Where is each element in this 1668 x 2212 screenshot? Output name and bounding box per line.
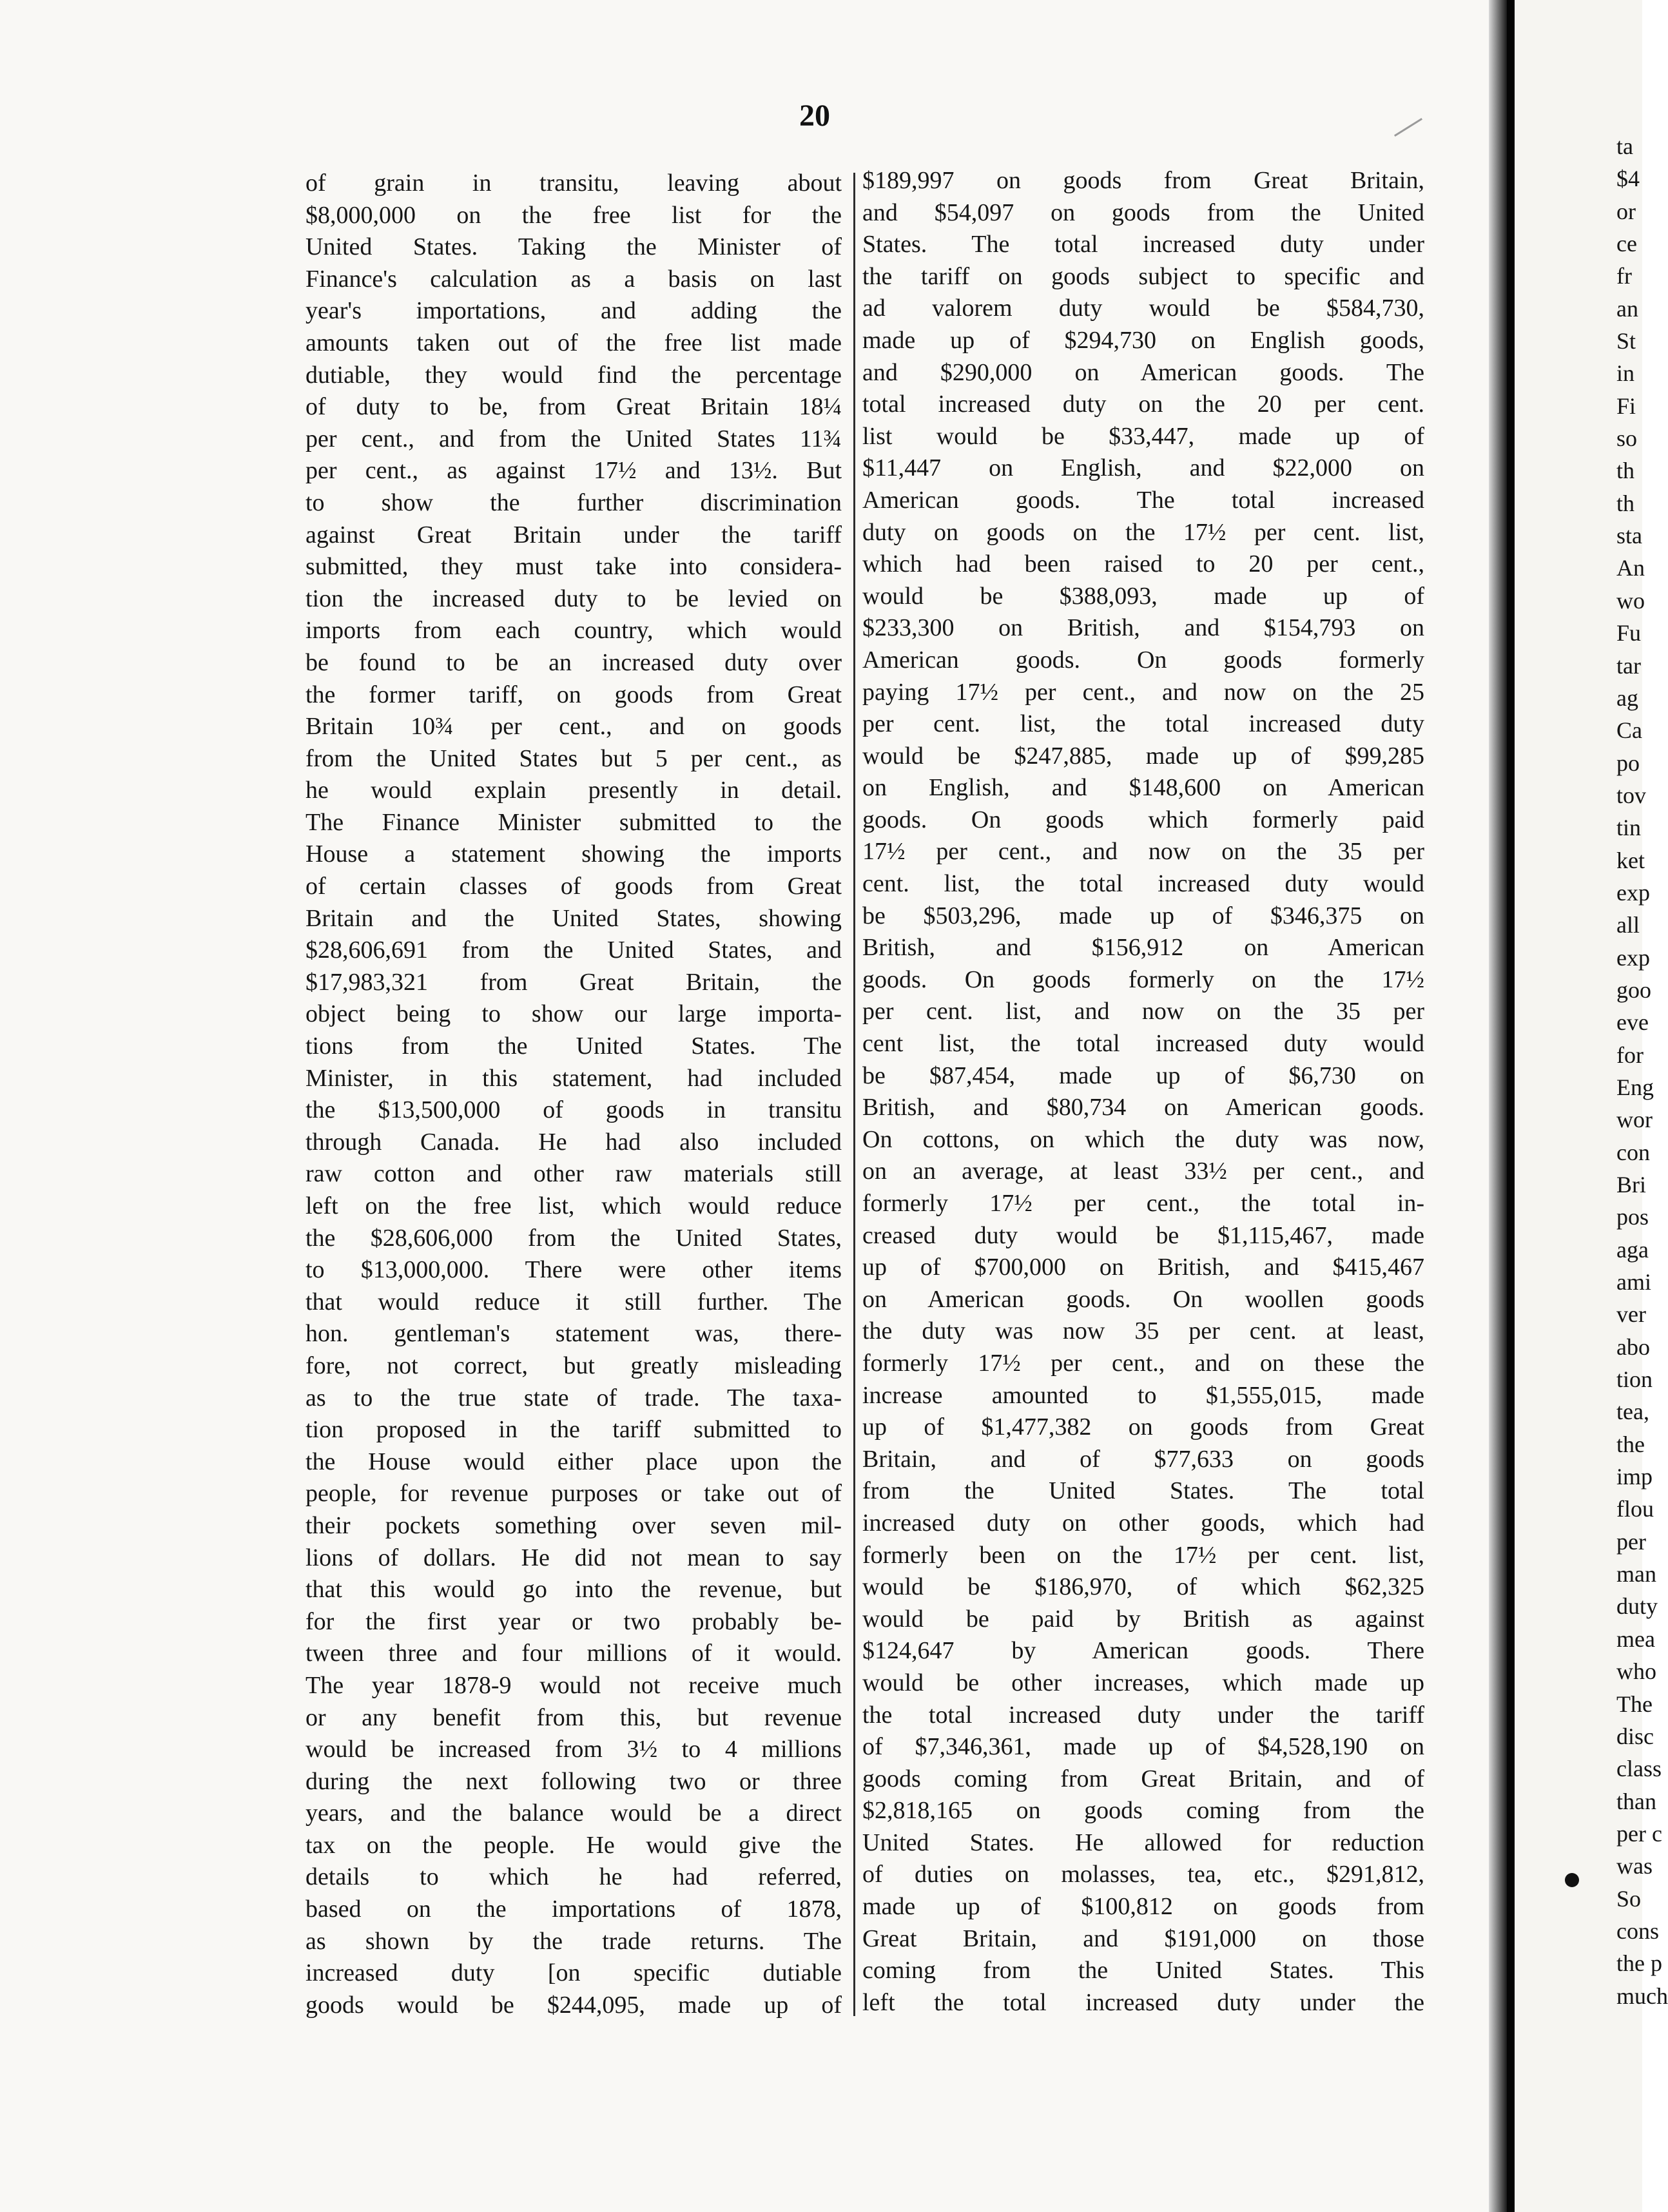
text-line: from the United States but 5 per cent., as [305,744,842,772]
text-line: submitted, they must take into considera- [305,553,842,581]
text-line: increased duty on other goods, which had [862,1509,1424,1537]
next-page-line: St [1616,328,1636,354]
next-page-line: the [1616,1431,1645,1457]
next-page-text [1616,130,1668,2012]
text-line: The Finance Minister submitted to the [305,808,842,836]
next-page-line: cons [1616,1917,1659,1944]
text-line: per cent. list, and now on the 35 per [862,998,1424,1025]
text-line: United States. Taking the Minister of [305,233,842,261]
text-line: amounts taken out of the free list made [305,329,842,356]
text-line: through Canada. He had also included [305,1128,842,1156]
text-line: list would be $33,447, made up of [862,422,1424,450]
text-line: $28,606,691 from the United States, and [305,936,842,964]
next-page-line: disc [1616,1723,1654,1749]
text-line: goods. On goods formerly on the 17½ [862,965,1424,993]
next-page-line: flou [1616,1496,1654,1522]
text-line: would be $388,093, made up of [862,582,1424,610]
text-line: $17,983,321 from Great Britain, the [305,968,842,996]
text-line: from the United States. The total [862,1477,1424,1505]
text-line: Britain 10¾ per cent., and on goods [305,713,842,741]
next-page-line: class [1616,1756,1662,1782]
text-line: that would reduce it still further. The [305,1288,842,1315]
text-line: the House would either place upon the [305,1448,842,1475]
text-line: of duties on molasses, tea, etc., $291,812, [862,1861,1424,1888]
next-page-line: sta [1616,523,1642,549]
text-line: against Great Britain under the tariff [305,521,842,548]
text-line: goods. On goods which formerly paid [862,806,1424,833]
text-line: Britain and the United States, showing [305,904,842,932]
next-page-line: fr [1616,263,1632,289]
text-line: duty on goods on the 17½ per cent. list, [862,518,1424,546]
text-line: formerly been on the 17½ per cent. list, [862,1541,1424,1569]
next-page-line: than [1616,1788,1656,1814]
text-line: per cent., as against 17½ and 13½. But [305,457,842,485]
text-line: would be $247,885, made up of $99,285 [862,742,1424,770]
text-line: up of $700,000 on British, and $415,467 [862,1254,1424,1281]
page-number: 20 [799,99,830,133]
next-page-line: ket [1616,847,1645,873]
next-page-line: so [1616,425,1638,452]
text-line: on an average, at least 33½ per cent., and [862,1158,1424,1185]
next-page-line: wo [1616,587,1645,614]
text-line: would be paid by British as against [862,1605,1424,1633]
text-line: made up of $294,730 on English goods, [862,326,1424,354]
next-page-line: Fu [1616,620,1642,646]
next-page-line: th [1616,490,1635,516]
text-line: the duty was now 35 per cent. at least, [862,1317,1424,1345]
next-page-line: $4 [1616,166,1640,192]
book-binding [1507,0,1515,2212]
text-line: British, and $80,734 on American goods. [862,1094,1424,1121]
text-line: $11,447 on English, and $22,000 on [862,454,1424,482]
text-line: House a statement showing the imports [305,840,842,868]
text-line: be $503,296, made up of $346,375 on [862,902,1424,929]
next-page-line: th [1616,458,1635,484]
text-line: tax on the people. He would give the [305,1831,842,1859]
next-page-line: ce [1616,231,1637,257]
next-page-line: wor [1616,1107,1653,1133]
text-line: their pockets something over seven mil- [305,1511,842,1539]
next-page-line: So [1616,1885,1642,1912]
next-page-line: duty [1616,1593,1658,1620]
next-page-line: abo [1616,1334,1650,1360]
text-line: would be other increases, which made up [862,1669,1424,1696]
next-page-line: exp [1616,879,1650,906]
left-text-column [305,168,842,2021]
text-line: $124,647 by American goods. There [862,1637,1424,1665]
text-line: ad valorem duty would be $584,730, [862,295,1424,322]
text-line: goods would be $244,095, made up of [305,1991,842,2019]
next-page-line: goo [1616,976,1651,1003]
text-line: per cent. list, the total increased duty [862,710,1424,738]
next-page-line: Bri [1616,1172,1647,1198]
text-line: total increased duty on the 20 per cent. [862,391,1424,418]
text-line: Minister, in this statement, had included [305,1064,842,1092]
text-line: as to the true state of trade. The taxa- [305,1384,842,1412]
text-line: per cent., and from the United States 11¾ [305,425,842,452]
next-page-line: man [1616,1561,1656,1587]
text-line: imports from each country, which would [305,617,842,645]
text-line: the former tariff, on goods from Great [305,681,842,708]
next-page-line: per [1616,1528,1646,1555]
text-line: cent. list, the total increased duty would [862,870,1424,898]
next-page-line: exp [1616,944,1650,971]
text-line: tween three and four millions of it would. [305,1640,842,1667]
next-page-line: tov [1616,782,1647,808]
next-page-line: tion [1616,1366,1653,1393]
next-page-line: for [1616,1042,1644,1068]
next-page-line: an [1616,295,1638,322]
text-line: On cottons, on which the duty was now, [862,1125,1424,1153]
text-line: and $290,000 on American goods. The [862,358,1424,386]
text-line: $8,000,000 on the free list for the [305,201,842,229]
text-line: based on the importations of 1878, [305,1896,842,1923]
bullet-mark [1565,1873,1579,1887]
text-line: years, and the balance would be a direct [305,1800,842,1827]
text-line: Britain, and of $77,633 on goods [862,1445,1424,1473]
next-page-line: all [1616,912,1640,938]
text-line: creased duty would be $1,115,467, made [862,1221,1424,1249]
text-line: American goods. On goods formerly [862,646,1424,674]
text-line: details to which he had referred, [305,1863,842,1891]
right-text-column [862,165,1424,2019]
next-page-line: eve [1616,1009,1649,1036]
next-page-line: ami [1616,1269,1651,1295]
text-line: to $13,000,000. There were other items [305,1256,842,1284]
text-line: that this would go into the revenue, but [305,1576,842,1604]
text-line: $189,997 on goods from Great Britain, [862,167,1424,194]
text-line: Great Britain, and $191,000 on those [862,1925,1424,1952]
text-line: and $54,097 on goods from the United [862,199,1424,226]
next-page-line: was [1616,1853,1653,1879]
text-line: for the first year or two probably be- [305,1607,842,1635]
next-page-line: po [1616,750,1640,776]
next-page-line: who [1616,1658,1656,1685]
text-line: coming from the United States. This [862,1957,1424,1984]
text-line: of duty to be, from Great Britain 18¼ [305,393,842,421]
text-line: of grain in transitu, leaving about [305,170,842,197]
text-line: of certain classes of goods from Great [305,873,842,900]
text-line: fore, not correct, but greatly misleading [305,1352,842,1379]
text-line: made up of $100,812 on goods from [862,1893,1424,1921]
next-page-line: mea [1616,1625,1655,1652]
text-line: $233,300 on British, and $154,793 on [862,614,1424,642]
text-line: tions from the United States. The [305,1033,842,1060]
next-page-line: con [1616,1139,1650,1165]
next-page-line: ta [1616,133,1633,159]
text-line: lions of dollars. He did not mean to say [305,1544,842,1571]
text-line: goods coming from Great Britain, and of [862,1765,1424,1792]
next-page-line: pos [1616,1204,1649,1230]
text-line: on American goods. On woollen goods [862,1285,1424,1313]
text-line: American goods. The total increased [862,486,1424,514]
next-page-line: in [1616,360,1635,387]
text-line: tion the increased duty to be levied on [305,585,842,612]
text-line: the $28,606,000 from the United States, [305,1224,842,1252]
next-page-line: Ca [1616,717,1642,744]
next-page-line: aga [1616,1236,1649,1263]
text-line: United States. He allowed for reduction [862,1829,1424,1856]
next-page-line: ag [1616,684,1638,711]
text-line: be found to be an increased duty over [305,648,842,676]
text-line: would be $186,970, of which $62,325 [862,1573,1424,1601]
column-divider [853,173,855,2016]
text-line: he would explain presently in detail. [305,777,842,804]
text-line: during the next following two or three [305,1767,842,1795]
text-line: left the total increased duty under the [862,1988,1424,2016]
text-line: paying 17½ per cent., and now on the 25 [862,678,1424,706]
text-line: the $13,500,000 of goods in transitu [305,1096,842,1124]
next-page-line: An [1616,555,1645,581]
text-line: 17½ per cent., and now on the 35 per [862,838,1424,866]
next-page-line: or [1616,198,1636,224]
text-line: as shown by the trade returns. The [305,1927,842,1955]
text-line: States. The total increased duty under [862,231,1424,258]
text-line: $2,818,165 on goods coming from the [862,1797,1424,1825]
text-line: raw cotton and other raw materials still [305,1160,842,1188]
next-page-line: tin [1616,815,1642,841]
text-line: object being to show our large importa- [305,1000,842,1028]
text-line: dutiable, they would find the percentage [305,361,842,389]
text-line: cent list, the total increased duty would [862,1030,1424,1058]
text-line: the tariff on goods subject to specific and [862,262,1424,290]
next-page-line: Eng [1616,1074,1654,1100]
text-line: on English, and $148,600 on American [862,774,1424,802]
next-page-line: tar [1616,652,1641,679]
text-line: formerly 17½ per cent., the total in- [862,1190,1424,1217]
text-line: of $7,346,361, made up of $4,528,190 on [862,1733,1424,1761]
text-line: be $87,454, made up of $6,730 on [862,1062,1424,1089]
text-line: or any benefit from this, but revenue [305,1703,842,1731]
next-page-line: Fi [1616,393,1636,419]
text-line: people, for revenue purposes or take out of [305,1480,842,1508]
next-page-line: per c [1616,1820,1662,1847]
text-line: Finance's calculation as a basis on last [305,265,842,293]
next-page-line: imp [1616,1464,1653,1490]
text-line: increase amounted to $1,555,015, made [862,1381,1424,1409]
text-line: increased duty [on specific dutiable [305,1959,842,1987]
text-line: the total increased duty under the tariff [862,1701,1424,1729]
text-line: formerly 17½ per cent., and on these the [862,1349,1424,1377]
text-line: up of $1,477,382 on goods from Great [862,1413,1424,1441]
text-line: tion proposed in the tariff submitted to [305,1416,842,1444]
next-page-line: the p [1616,1950,1662,1977]
text-line: to show the further discrimination [305,489,842,516]
next-page-line: tea, [1616,1399,1649,1425]
next-page-line: The [1616,1691,1653,1717]
gutter-shadow [1489,0,1507,2212]
text-line: hon. gentleman's statement was, there- [305,1320,842,1348]
next-page-line: much [1616,1983,1668,2009]
text-line: year's importations, and adding the [305,297,842,325]
text-line: British, and $156,912 on American [862,934,1424,962]
text-line: which had been raised to 20 per cent., [862,550,1424,578]
text-line: would be increased from 3½ to 4 millions [305,1736,842,1763]
text-line: The year 1878-9 would not receive much [305,1671,842,1699]
text-line: left on the free list, which would reduce [305,1192,842,1219]
next-page-line: ver [1616,1301,1646,1328]
